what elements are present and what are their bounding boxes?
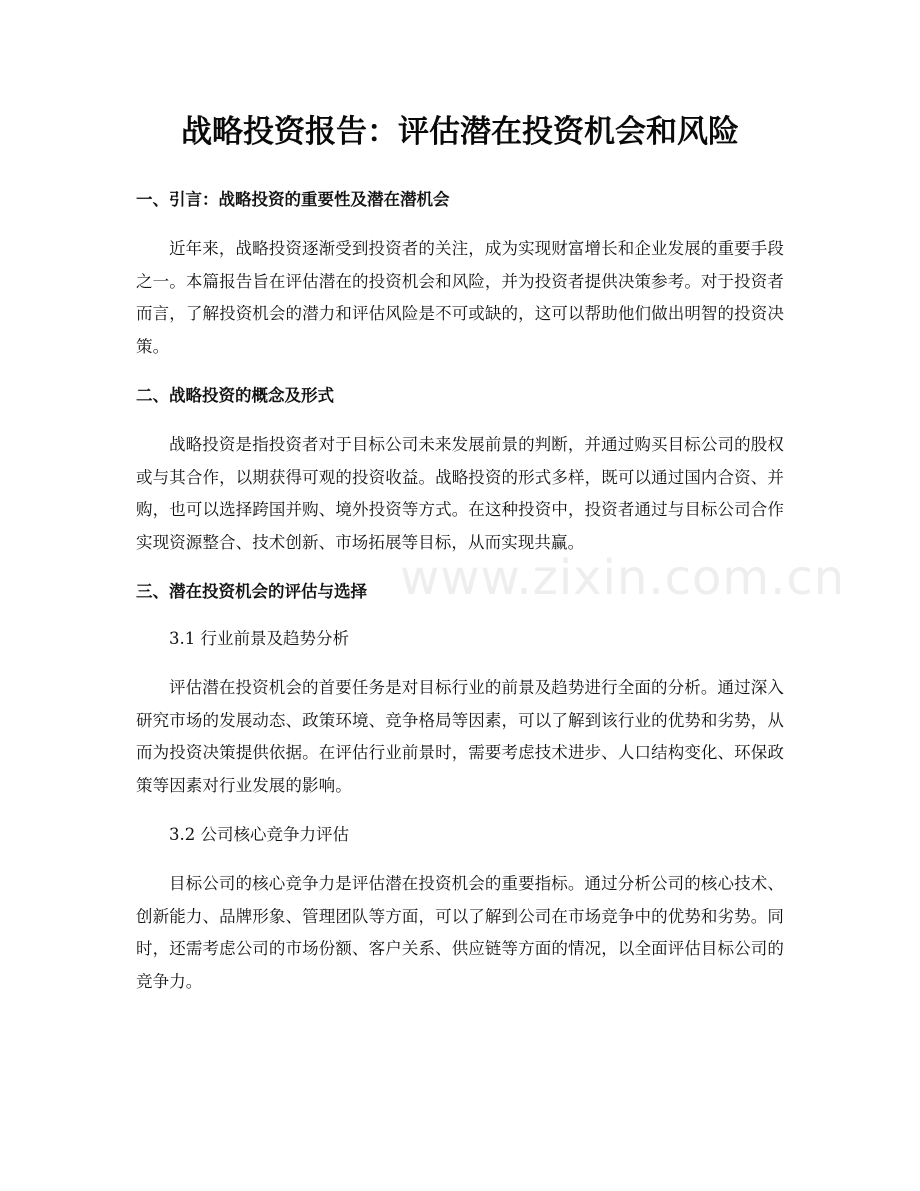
watermark-text: www.zixin.com.cn <box>400 550 846 606</box>
section-3-heading: 三、潜在投资机会的评估与选择 <box>136 582 367 601</box>
document-body <box>136 186 784 1017</box>
section-2-paragraph: 战略投资是指投资者对于目标公司未来发展前景的判断，并通过购买目标公司的股权或与其合作，以期获得可观的投资收益。战略投资的形式多样，既可以通过国内合资、并购，也可以选择跨国并购、境外投资等方式。在这种投资中，投资者通过与目标公司合作实现资源整合、技术创新、市场拓展等目标，从而实现共赢。 <box>136 435 784 552</box>
document-title: 战略投资报告：评估潜在投资机会和风险 <box>181 114 739 150</box>
section-1-paragraph: 近年来，战略投资逐渐受到投资者的关注，成为实现财富增长和企业发展的重要手段之一。本篇报告旨在评估潜在的投资机会和风险，并为投资者提供决策参考。对于投资者而言，了解投资机会的潜力和评估风险是不可或缺的，这可以帮助他们做出明智的投资决策。 <box>136 239 784 356</box>
subsection-3-2-paragraph: 目标公司的核心竞争力是评估潜在投资机会的重要指标。通过分析公司的核心技术、创新能力、品牌形象、管理团队等方面，可以了解到公司在市场竞争中的优势和劣势。同时，还需考虑公司的市场份额、客户关系、供应链等方面的情况，以全面评估目标公司的竞争力。 <box>136 874 784 991</box>
subsection-3-1-heading: 3.1 行业前景及趋势分析 <box>169 629 349 648</box>
section-2-heading: 二、战略投资的概念及形式 <box>136 386 334 405</box>
section-1-heading: 一、引言：战略投资的重要性及潜在潜机会 <box>136 190 450 209</box>
subsection-3-1-paragraph: 评估潜在投资机会的首要任务是对目标行业的前景及趋势进行全面的分析。通过深入研究市场的发展动态、政策环境、竞争格局等因素，可以了解到该行业的优势和劣势，从而为投资决策提供依据。在评估行业前景时，需要考虑技术进步、人口结构变化、环保政策等因素对行业发展的影响。 <box>136 678 784 795</box>
subsection-3-2-heading: 3.2 公司核心竞争力评估 <box>169 825 349 844</box>
